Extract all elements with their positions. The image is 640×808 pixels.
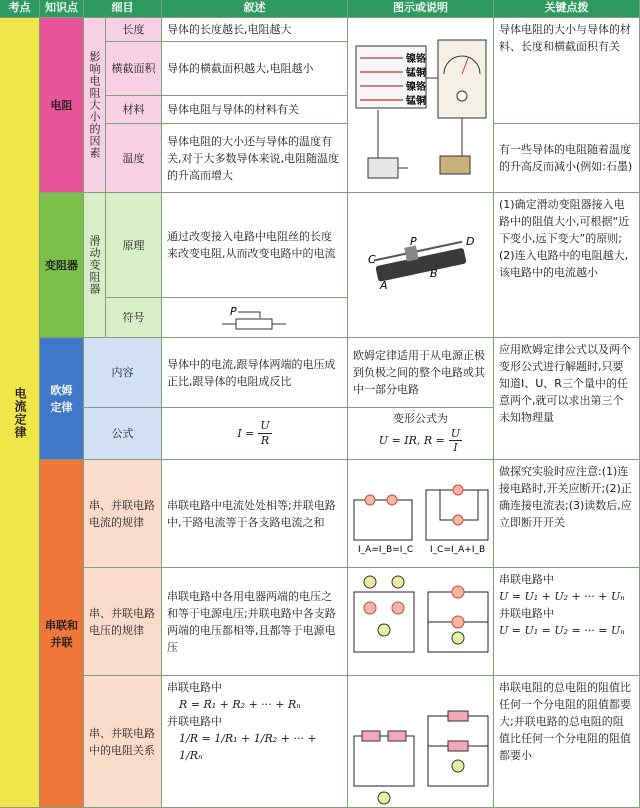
variant-den: I (453, 441, 458, 454)
ohm-content-item: 内容 (84, 338, 162, 408)
header-kaodian: 考点 (0, 0, 40, 18)
board-label-3: 镍铬 (406, 82, 426, 93)
series-resistance-key: 串联电阻的总电阻的阻值比任何一个分电阻的阻值都要大;并联电路的总电阻的阻值比任何一个分电阻的阻值都要小 (494, 676, 640, 808)
formula-lhs: I = (237, 427, 255, 440)
current-eq-parallel: I_C=I_A+I_B (430, 545, 486, 555)
battery-icon (368, 158, 398, 178)
header-ximu: 细目 (84, 0, 162, 18)
ammeter-icon (438, 40, 486, 118)
resistance-figure (348, 18, 494, 193)
current-circuits (348, 460, 494, 568)
series-current-desc: 串联电路中电流处处相等;并联电路中,干路电流等于各支路电流之和 (162, 460, 348, 568)
formula-num: U (260, 419, 270, 432)
ohm-formula-item: 公式 (84, 408, 162, 460)
section-series (40, 460, 84, 808)
rheostat-symbol-cell (162, 298, 348, 338)
row-area-item: 横截面积 (106, 42, 162, 96)
resistance-key-2: 有一些导体的电阻随着温度的升高反而减小(例如:石墨) (494, 124, 640, 193)
row-length-item: 长度 (106, 18, 162, 42)
rheostat-principle-desc: 通过改变接入电路中电阻丝的长度来改变电阻,从而改变电路中的电流 (162, 193, 348, 298)
rheostat-figure (348, 193, 494, 338)
rheo-label-a: A (380, 279, 388, 292)
series-current-item: 串、并联电路电流的规律 (84, 460, 162, 568)
section-rheostat-label: 变阻器 (45, 258, 78, 272)
ohm-formula (162, 408, 348, 460)
rheostat-symbol (162, 298, 348, 338)
series-resistance-item: 串、并联电路中的电阻关系 (84, 676, 162, 808)
resistance-factor-group (84, 18, 106, 193)
topic-cell (0, 18, 40, 808)
section-ohm-label: 欧姆定律 (50, 383, 73, 414)
section-resistance (40, 18, 84, 193)
ohm-variant (348, 408, 494, 460)
section-rheostat (40, 193, 84, 338)
resistance-board-diagram (348, 18, 494, 193)
rheostat-symbol-item: 符号 (106, 298, 162, 338)
section-series-label: 串联和并联 (45, 618, 78, 649)
voltage-key-parallel-title: 并联电路中 (499, 607, 554, 620)
board-label-1: 镍铬 (406, 54, 426, 65)
board-label-2: 锰铜 (406, 68, 426, 79)
formula-den: R (260, 434, 270, 447)
variant-num: U (450, 427, 461, 440)
voltage-key-series-title: 串联电路中 (499, 573, 554, 586)
switch-icon (440, 156, 470, 174)
rheostat-diagram (348, 193, 494, 338)
row-material-desc: 导体电阻与导体的材料有关 (162, 96, 348, 124)
ohm-content-desc: 导体中的电流,跟导体两端的电压成正比,跟导体的电阻成反比 (162, 338, 348, 408)
formula-fraction (258, 419, 271, 448)
voltage-key-series-eq: U = U₁ + U₂ + ··· + Uₙ (499, 590, 625, 603)
row-area-desc: 导体的横截面积越大,电阻越小 (162, 42, 348, 96)
ohm-key: 应用欧姆定律公式以及两个变形公式进行解题时,只要知道I、U、R三个量中的任意两个,就可以求出第三个未知物理量 (494, 338, 640, 460)
header-tushi: 图示或说明 (348, 0, 494, 18)
row-material-item: 材料 (106, 96, 162, 124)
rheostat-group-label: 滑动变阻器 (88, 235, 101, 295)
rheostat-group (84, 193, 106, 338)
topic-label: 电流定律 (13, 386, 27, 439)
series-resistance-desc (162, 676, 348, 808)
variant-title: 变形公式为 (393, 412, 448, 425)
voltage-circuits (348, 568, 494, 676)
row-length-desc: 导体的长度越长,电阻越大 (162, 18, 348, 42)
current-figure (348, 460, 494, 568)
rheo-label-b: B (430, 267, 438, 280)
series-current-key: 做探究实验时应注意:(1)连接电路时,开关应断开;(2)正确连接电流表;(3)读数后,应立即断开开关 (494, 460, 640, 568)
rheo-label-c: C (368, 253, 376, 266)
row-temp-desc: 导体电阻的大小还与导体的温度有关,对于大多数导体来说,电阻随温度的升高而增大 (162, 124, 348, 193)
voltage-figure (348, 568, 494, 676)
row-temp-item: 温度 (106, 124, 162, 193)
series-voltage-desc: 串联电路中各用电器两端的电压之和等于电源电压;并联电路中各支路两端的电压都相等,且都等于电源电压 (162, 568, 348, 676)
header-guanjian: 关键点拨 (494, 0, 640, 18)
header-zhishidian: 知识点 (40, 0, 84, 18)
series-voltage-key (494, 568, 640, 676)
series-voltage-item: 串、并联电路电压的规律 (84, 568, 162, 676)
section-resistance-label: 电阻 (50, 98, 73, 112)
res-series-title: 串联电路中 (167, 681, 222, 694)
res-figure (348, 676, 494, 808)
current-eq-series: I_A=I_B=I_C (358, 545, 414, 555)
rheostat-principle-item: 原理 (106, 193, 162, 298)
rheo-label-p: P (410, 235, 417, 248)
rheostat-key: (1)确定滑动变阻器接入电路中的阻值大小,可根据“近下变小,远下变大”的原则; (2)连入电路中的电阻越大,该电路中的电流越小 (494, 193, 640, 338)
res-parallel-title: 并联电路中 (167, 715, 222, 728)
ohm-content-note: 欧姆定律适用于从电源正极到负极之间的整个电路或其中一部分电路 (348, 338, 494, 408)
section-ohm (40, 338, 84, 460)
rheo-label-d: D (466, 235, 475, 248)
res-circuits (348, 676, 494, 808)
res-parallel-eq: 1/R = 1/R₁ + 1/R₂ + ··· + 1/Rₙ (179, 732, 317, 762)
board-label-4: 锰铜 (406, 96, 426, 107)
variant-fraction (449, 427, 462, 454)
symbol-p: P (230, 305, 237, 318)
voltage-key-parallel-eq: U = U₁ = U₂ = ··· = Uₙ (499, 624, 625, 637)
header-xushu: 叙述 (162, 0, 348, 18)
factor-group-label: 影响电阻大小的因素 (88, 51, 101, 159)
variant-text: U = IR, R = (378, 434, 445, 447)
resistance-key-1: 导体电阻的大小与导体的材料、长度和横截面积有关 (494, 18, 640, 124)
res-series-eq: R = R₁ + R₂ + ··· + Rₙ (179, 698, 301, 711)
variant-formula (348, 427, 493, 454)
